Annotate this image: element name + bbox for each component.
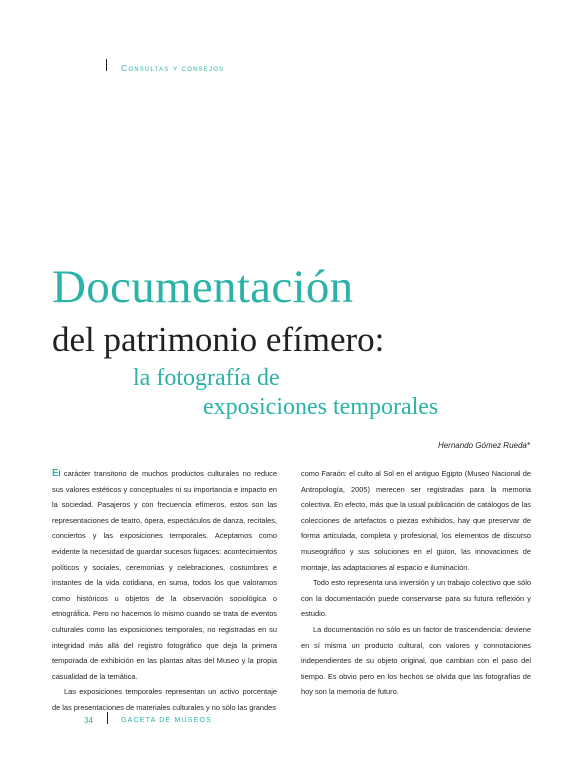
paragraph-text: l carácter transitorio de muchos productos culturales no reduce sus valores estéticos y conceptuales ni su importancia e impacto en la sociedad. Pasajeros y con frecuencia efímeros, estos son las representaciones de teatro, ópera, espectáculos de danza, recitales, conciertos y las exposiciones temporales. Aceptamos como evidente la necesidad de guardar sucesos fugaces: acontecimientos políticos y sociales, ceremonias y celebraciones, costumbres e instantes de la vida cotidiana, en suma, todos los que valoramos como históricos u objetos de la observación sociológica o etnográfica. Pero no hacemos lo mismo cuando se trata de eventos culturales como las exposiciones temporales, no registradas en su integridad más allá del registro fotográfico que deja la primera temporada de exhibición en las plantas altas del Museo y la propia casualidad de la temática.: [52, 469, 277, 681]
article-title-line1: Documentación: [52, 261, 354, 313]
header-rule: [106, 59, 107, 71]
drop-cap: E: [52, 468, 59, 479]
publication-name: GACETA DE MUSEOS: [121, 717, 213, 724]
paragraph: Las exposiciones temporales representan un activo porcentaje de las presentaciones de materiales culturales y no sólo las grandes: [52, 687, 277, 712]
section-label: Consultas y consejos: [121, 63, 225, 73]
paragraph: La documentación no sólo es un factor de trascendencia: deviene en sí misma un producto cultural, con valores y connotaciones independientes de su objeto original, que cambian con el paso del tiempo. Es obvio pero en los hechos se olvida que las fotografías de hoy son la memoria de futuro.: [301, 624, 531, 697]
footer-rule: [107, 712, 108, 724]
paragraph: como Faraón: el culto al Sol en el antiguo Egipto (Museo Nacional de Antropología, 2005) merecen ser registradas para la memoria colectiva. En efecto, más que la usual publicación de catálogos de las colecciones de artefactos o piezas exhibidos, hay que preservar de forma articulada, completa y profesional, los elementos de discurso museográfico y sus soluciones en el guion, las innovaciones de montaje, las adaptaciones al espacio e iluminación.: [301, 469, 531, 572]
author-byline: Hernando Gómez Rueda*: [437, 441, 530, 450]
body-column-right: [301, 466, 531, 700]
paragraph: Todo esto representa una inversión y un trabajo colectivo que sólo con la documentación puede conservarse para su futura reflexión y estudio.: [301, 578, 531, 619]
article-title-line2: del patrimonio efímero:: [52, 320, 385, 359]
article-subtitle-line1: la fotografía de: [133, 365, 280, 391]
paragraph: [52, 466, 277, 684]
page-number: 34: [84, 716, 93, 725]
body-column-left: [52, 466, 277, 716]
article-subtitle-line2: exposiciones temporales: [203, 394, 439, 420]
